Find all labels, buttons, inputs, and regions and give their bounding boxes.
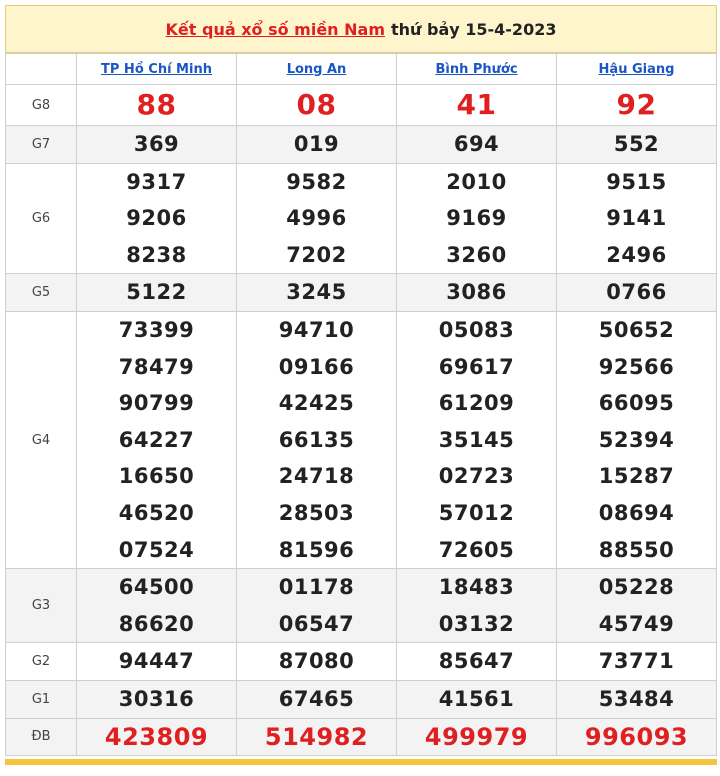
result-number: 9317 bbox=[126, 169, 187, 194]
prize-row-special bbox=[6, 718, 717, 756]
result-cell bbox=[237, 126, 397, 164]
result-number: 06547 bbox=[278, 611, 355, 636]
result-cell bbox=[557, 126, 717, 164]
result-number: 61209 bbox=[438, 391, 515, 416]
result-number: 88550 bbox=[598, 537, 675, 562]
result-cell bbox=[237, 680, 397, 718]
result-number: 05083 bbox=[438, 317, 515, 342]
result-number: 41 bbox=[456, 88, 497, 121]
result-number: 53484 bbox=[598, 686, 675, 711]
result-number: 9169 bbox=[446, 206, 507, 231]
results-title-link[interactable]: Kết quả xổ số miền Nam bbox=[165, 19, 385, 39]
prize-row-g4 bbox=[6, 311, 717, 568]
results-header bbox=[5, 5, 717, 53]
prize-row-g6 bbox=[6, 163, 717, 274]
result-number: 03132 bbox=[438, 611, 515, 636]
result-number: 24718 bbox=[278, 464, 355, 489]
province-header bbox=[77, 54, 237, 85]
result-cell bbox=[557, 680, 717, 718]
result-cell bbox=[77, 569, 237, 643]
result-number: 9515 bbox=[606, 169, 667, 194]
prize-row-g3 bbox=[6, 569, 717, 643]
result-number: 45749 bbox=[598, 611, 675, 636]
prize-row-g8 bbox=[6, 85, 717, 126]
result-cell bbox=[557, 643, 717, 681]
prize-label: G1 bbox=[6, 680, 77, 718]
result-number: 499979 bbox=[424, 722, 529, 751]
result-number: 67465 bbox=[278, 686, 355, 711]
result-number: 9141 bbox=[606, 206, 667, 231]
result-cell bbox=[237, 569, 397, 643]
result-cell bbox=[397, 569, 557, 643]
result-number: 64500 bbox=[118, 575, 195, 600]
result-cell bbox=[77, 643, 237, 681]
result-number: 2496 bbox=[606, 242, 667, 267]
province-header-row bbox=[6, 54, 717, 85]
prize-row-g5 bbox=[6, 274, 717, 312]
result-cell bbox=[237, 311, 397, 568]
result-number: 66095 bbox=[598, 391, 675, 416]
result-number: 552 bbox=[613, 132, 660, 156]
result-number: 90799 bbox=[118, 391, 195, 416]
result-number: 92 bbox=[616, 88, 657, 121]
result-number: 514982 bbox=[264, 722, 369, 751]
result-number: 85647 bbox=[438, 649, 515, 674]
prize-label: G5 bbox=[6, 274, 77, 312]
result-number: 694 bbox=[453, 132, 500, 156]
result-number: 69617 bbox=[438, 354, 515, 379]
result-cell bbox=[397, 85, 557, 126]
prize-label: G4 bbox=[6, 311, 77, 568]
result-number: 369 bbox=[133, 132, 180, 156]
result-number: 019 bbox=[293, 132, 340, 156]
result-number: 72605 bbox=[438, 537, 515, 562]
province-header bbox=[557, 54, 717, 85]
result-number: 3086 bbox=[446, 280, 507, 305]
result-number: 42425 bbox=[278, 391, 355, 416]
result-number: 02723 bbox=[438, 464, 515, 489]
result-cell bbox=[557, 163, 717, 274]
result-number: 07524 bbox=[118, 537, 195, 562]
prize-label: ĐB bbox=[6, 718, 77, 756]
result-cell bbox=[77, 274, 237, 312]
result-number: 423809 bbox=[104, 722, 209, 751]
prize-row-g2 bbox=[6, 643, 717, 681]
result-cell bbox=[77, 718, 237, 756]
result-cell bbox=[77, 163, 237, 274]
result-cell bbox=[397, 643, 557, 681]
results-date: thứ bảy 15-4-2023 bbox=[391, 19, 557, 39]
prize-label: G7 bbox=[6, 126, 77, 164]
result-number: 35145 bbox=[438, 427, 515, 452]
result-number: 87080 bbox=[278, 649, 355, 674]
result-number: 81596 bbox=[278, 537, 355, 562]
result-number: 9582 bbox=[286, 169, 347, 194]
result-cell bbox=[557, 718, 717, 756]
prize-label: G8 bbox=[6, 85, 77, 126]
result-number: 88 bbox=[136, 88, 177, 121]
result-number: 73771 bbox=[598, 649, 675, 674]
result-number: 64227 bbox=[118, 427, 195, 452]
prize-label: G6 bbox=[6, 163, 77, 274]
result-cell bbox=[237, 643, 397, 681]
result-cell bbox=[237, 718, 397, 756]
result-number: 94447 bbox=[118, 649, 195, 674]
prize-label: G3 bbox=[6, 569, 77, 643]
result-number: 66135 bbox=[278, 427, 355, 452]
prize-label: G2 bbox=[6, 643, 77, 681]
result-cell bbox=[237, 274, 397, 312]
province-link-hau-giang[interactable]: Hậu Giang bbox=[598, 61, 675, 77]
result-number: 86620 bbox=[118, 611, 195, 636]
result-number: 92566 bbox=[598, 354, 675, 379]
result-number: 08694 bbox=[598, 500, 675, 525]
result-number: 94710 bbox=[278, 317, 355, 342]
result-number: 01178 bbox=[278, 575, 355, 600]
result-number: 5122 bbox=[126, 280, 187, 305]
result-number: 996093 bbox=[584, 722, 689, 751]
results-panel bbox=[5, 5, 717, 765]
result-cell bbox=[557, 569, 717, 643]
bottom-bar bbox=[5, 759, 717, 765]
result-cell bbox=[557, 311, 717, 568]
result-cell bbox=[77, 85, 237, 126]
province-header bbox=[397, 54, 557, 85]
result-number: 4996 bbox=[286, 206, 347, 231]
result-number: 9206 bbox=[126, 206, 187, 231]
result-number: 15287 bbox=[598, 464, 675, 489]
results-table bbox=[5, 53, 717, 756]
province-link-binh-phuoc[interactable]: Bình Phước bbox=[435, 61, 518, 77]
result-number: 3260 bbox=[446, 242, 507, 267]
province-link-hcm[interactable]: TP Hồ Chí Minh bbox=[101, 61, 212, 77]
result-number: 7202 bbox=[286, 242, 347, 267]
result-number: 08 bbox=[296, 88, 337, 121]
province-header bbox=[237, 54, 397, 85]
result-number: 73399 bbox=[118, 317, 195, 342]
result-number: 30316 bbox=[118, 686, 195, 711]
result-cell bbox=[397, 718, 557, 756]
result-number: 8238 bbox=[126, 242, 187, 267]
result-number: 0766 bbox=[606, 280, 667, 305]
result-number: 18483 bbox=[438, 575, 515, 600]
result-number: 50652 bbox=[598, 317, 675, 342]
result-cell bbox=[397, 680, 557, 718]
result-number: 05228 bbox=[598, 575, 675, 600]
result-number: 57012 bbox=[438, 500, 515, 525]
result-cell bbox=[557, 85, 717, 126]
result-cell bbox=[237, 163, 397, 274]
result-cell bbox=[77, 311, 237, 568]
prize-header-empty bbox=[6, 54, 77, 85]
result-number: 46520 bbox=[118, 500, 195, 525]
result-cell bbox=[397, 126, 557, 164]
prize-row-g1 bbox=[6, 680, 717, 718]
result-number: 78479 bbox=[118, 354, 195, 379]
result-number: 09166 bbox=[278, 354, 355, 379]
result-cell bbox=[237, 85, 397, 126]
result-number: 3245 bbox=[286, 280, 347, 305]
result-cell bbox=[397, 163, 557, 274]
result-number: 16650 bbox=[118, 464, 195, 489]
result-number: 52394 bbox=[598, 427, 675, 452]
province-link-long-an[interactable]: Long An bbox=[286, 61, 347, 77]
result-cell bbox=[557, 274, 717, 312]
result-cell bbox=[397, 311, 557, 568]
result-cell bbox=[397, 274, 557, 312]
result-cell bbox=[77, 126, 237, 164]
result-number: 2010 bbox=[446, 169, 507, 194]
result-number: 41561 bbox=[438, 686, 515, 711]
prize-row-g7 bbox=[6, 126, 717, 164]
result-cell bbox=[77, 680, 237, 718]
result-number: 28503 bbox=[278, 500, 355, 525]
